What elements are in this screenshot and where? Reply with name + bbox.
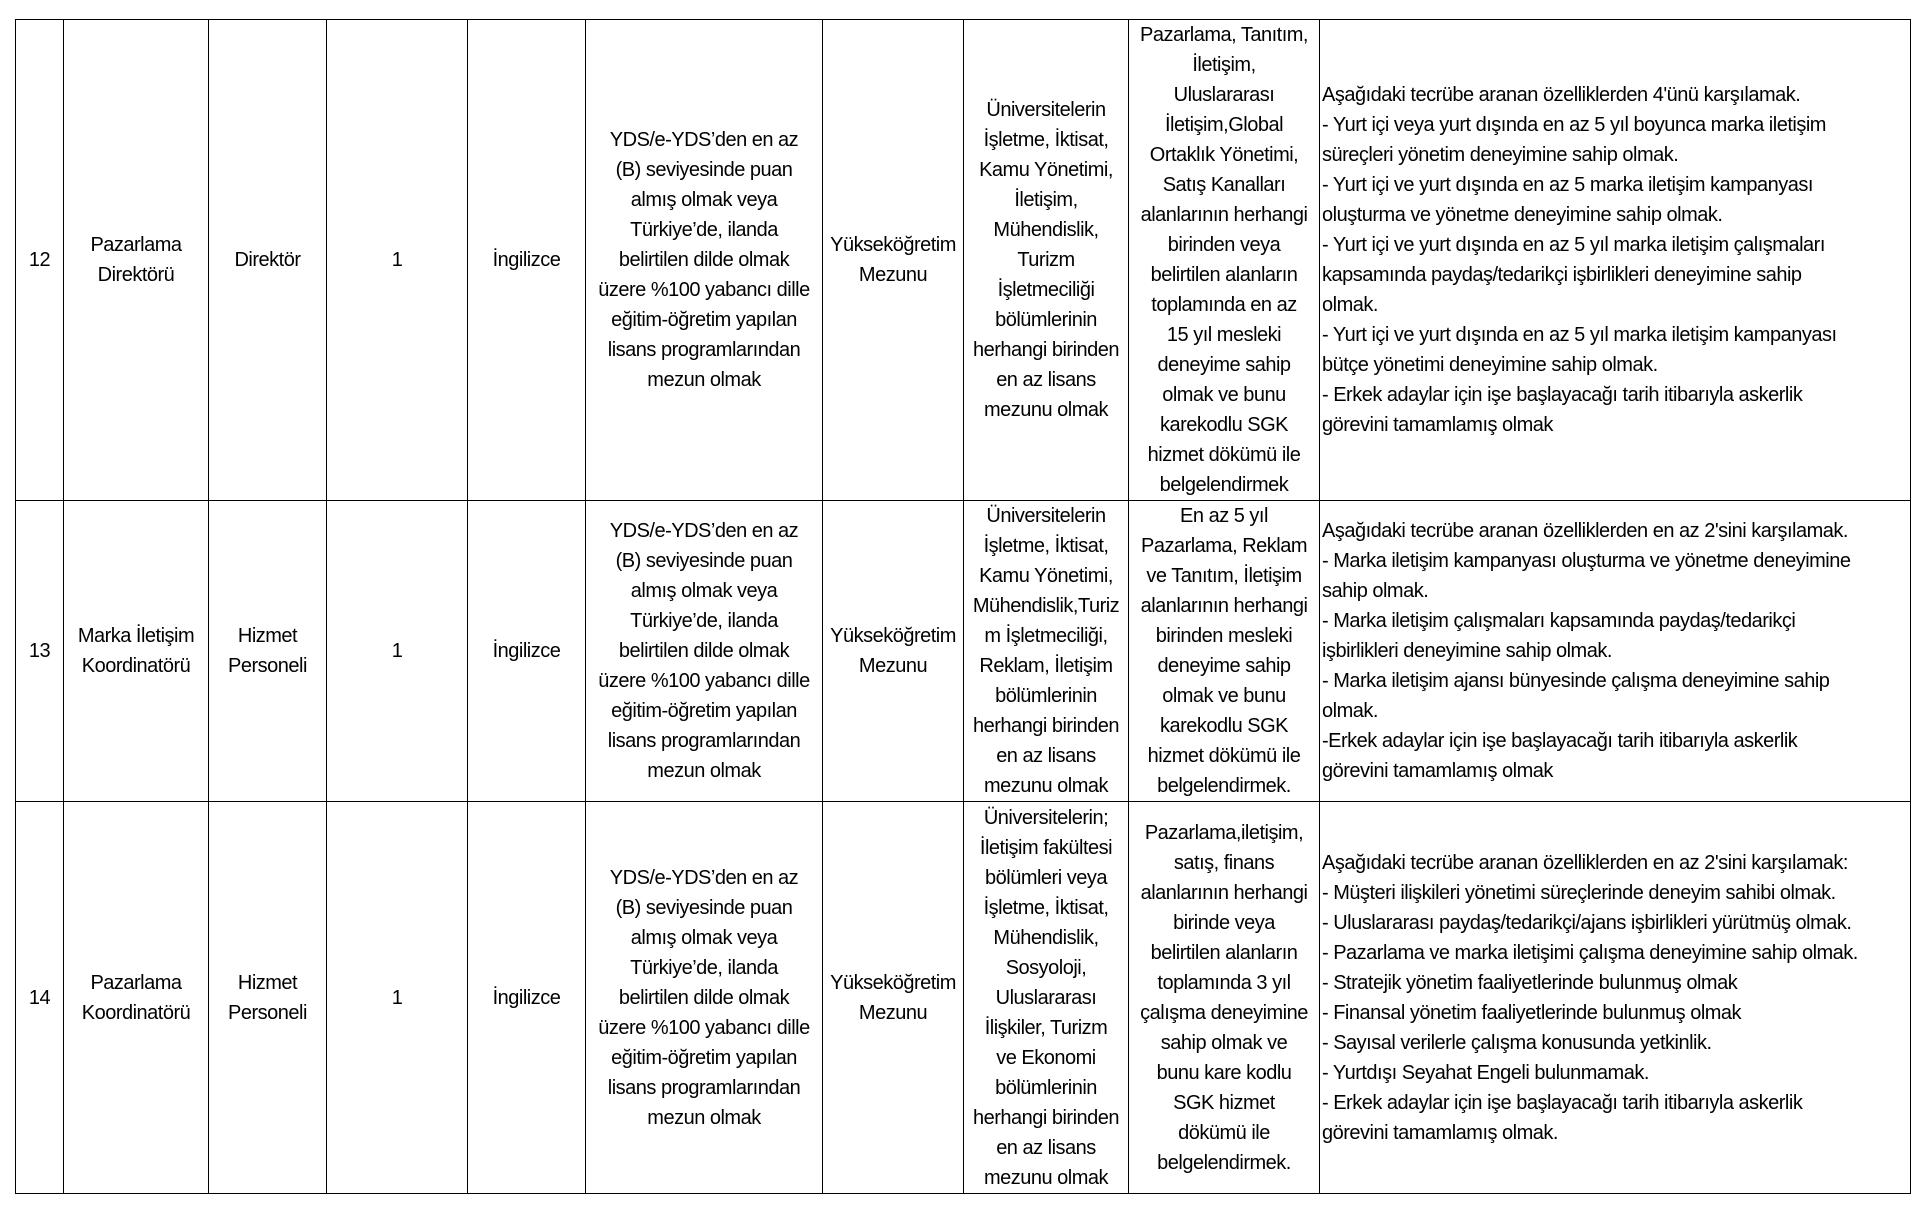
row-number-cell: 13: [16, 501, 64, 802]
education-cell: Yükseköğretim Mezunu: [823, 802, 964, 1194]
requirements-cell: Aşağıdaki tecrübe aranan özelliklerden en az 2'sini karşılamak: - Müşteri ilişkileri yönetimi süreçlerinde deneyim sahibi olmak. - Uluslararası paydaş/tedarikçi/ajans işbirlikleri yürütmüş olmak. - Pazarlama ve marka iletişimi çalışma deneyimine sahip olmak. - Stratejik yönetim faaliyetlerinde bulunmuş olmak - Finansal yönetim faaliyetlerinde bulunmuş olmak - Sayısal verilerle çalışma konusunda yetkinlik. - Yurtdışı Seyahat Engeli bulunmamak. - Erkek adaylar için işe başlayacağı tarih itibarıyla askerlik görevini tamamlamış olmak.: [1320, 802, 1911, 1194]
education-cell: Yükseköğretim Mezunu: [823, 20, 964, 501]
experience-cell: En az 5 yıl Pazarlama, Reklam ve Tanıtım, İletişim alanlarının herhangi birinden mesleki deneyime sahip olmak ve bunu karekodlu SGK hizmet dökümü ile belgelendirmek.: [1129, 501, 1320, 802]
language-requirement-cell: YDS/e-YDS’den en az (B) seviyesinde puan almış olmak veya Türkiye’de, ilanda belirtilen dilde olmak üzere %100 yabancı dille eğitim-öğretim yapılan lisans programlarından mezun olmak: [586, 501, 823, 802]
departments-cell: Üniversitelerin İşletme, İktisat, Kamu Yönetimi, İletişim, Mühendislik, Turizm İşletmeciliği bölümlerinin herhangi birinden en az lisans mezunu olmak: [964, 20, 1129, 501]
job-listing-table: [15, 19, 1911, 1194]
requirements-cell: Aşağıdaki tecrübe aranan özelliklerden en az 2'sini karşılamak. - Marka iletişim kampanyası oluşturma ve yönetme deneyimine sahip olmak. - Marka iletişim çalışmaları kapsamında paydaş/tedarikçi işbirlikleri deneyimine sahip olmak. - Marka iletişim ajansı bünyesinde çalışma deneyimine sahip olmak. -Erkek adaylar için işe başlayacağı tarih itibarıyla askerlik görevini tamamlamış olmak: [1320, 501, 1911, 802]
count-cell: 1: [327, 802, 468, 1194]
language-cell: İngilizce: [468, 802, 586, 1194]
table-row: [16, 501, 1911, 802]
requirements-cell: Aşağıdaki tecrübe aranan özelliklerden 4'ünü karşılamak. - Yurt içi veya yurt dışında en az 5 yıl boyunca marka iletişim süreçleri yönetim deneyimine sahip olmak. - Yurt içi ve yurt dışında en az 5 marka iletişim kampanyası oluşturma ve yönetme deneyimine sahip olmak. - Yurt içi ve yurt dışında en az 5 yıl marka iletişim çalışmaları kapsamında paydaş/tedarikçi işbirlikleri deneyimine sahip olmak. - Yurt içi ve yurt dışında en az 5 yıl marka iletişim kampanyası bütçe yönetimi deneyimine sahip olmak. - Erkek adaylar için işe başlayacağı tarih itibarıyla askerlik görevini tamamlamış olmak: [1320, 20, 1911, 501]
count-cell: 1: [327, 501, 468, 802]
experience-cell: Pazarlama,iletişim, satış, finans alanlarının herhangi birinde veya belirtilen alanların toplamında 3 yıl çalışma deneyimine sahip olmak ve bunu kare kodlu SGK hizmet dökümü ile belgelendirmek.: [1129, 802, 1320, 1194]
language-cell: İngilizce: [468, 501, 586, 802]
experience-cell: Pazarlama, Tanıtım, İletişim, Uluslararası İletişim,Global Ortaklık Yönetimi, Satış Kanalları alanlarının herhangi birinden veya belirtilen alanların toplamında en az 15 yıl mesleki deneyime sahip olmak ve bunu karekodlu SGK hizmet dökümü ile belgelendirmek: [1129, 20, 1320, 501]
table-row: [16, 20, 1911, 501]
title-cell: Hizmet Personeli: [209, 802, 327, 1194]
education-cell: Yükseköğretim Mezunu: [823, 501, 964, 802]
title-cell: Hizmet Personeli: [209, 501, 327, 802]
position-cell: Pazarlama Koordinatörü: [64, 802, 209, 1194]
title-cell: Direktör: [209, 20, 327, 501]
position-cell: Pazarlama Direktörü: [64, 20, 209, 501]
departments-cell: Üniversitelerin; İletişim fakültesi bölümleri veya İşletme, İktisat, Mühendislik, Sosyoloji, Uluslararası İlişkiler, Turizm ve Ekonomi bölümlerinin herhangi birinden en az lisans mezunu olmak: [964, 802, 1129, 1194]
language-requirement-cell: YDS/e-YDS’den en az (B) seviyesinde puan almış olmak veya Türkiye’de, ilanda belirtilen dilde olmak üzere %100 yabancı dille eğitim-öğretim yapılan lisans programlarından mezun olmak: [586, 20, 823, 501]
row-number-cell: 14: [16, 802, 64, 1194]
position-cell: Marka İletişim Koordinatörü: [64, 501, 209, 802]
count-cell: 1: [327, 20, 468, 501]
language-cell: İngilizce: [468, 20, 586, 501]
language-requirement-cell: YDS/e-YDS’den en az (B) seviyesinde puan almış olmak veya Türkiye’de, ilanda belirtilen dilde olmak üzere %100 yabancı dille eğitim-öğretim yapılan lisans programlarından mezun olmak: [586, 802, 823, 1194]
row-number-cell: 12: [16, 20, 64, 501]
table-row: [16, 802, 1911, 1194]
departments-cell: Üniversitelerin İşletme, İktisat, Kamu Yönetimi, Mühendislik,Turiz m İşletmeciliği, Reklam, İletişim bölümlerinin herhangi birinden en az lisans mezunu olmak: [964, 501, 1129, 802]
